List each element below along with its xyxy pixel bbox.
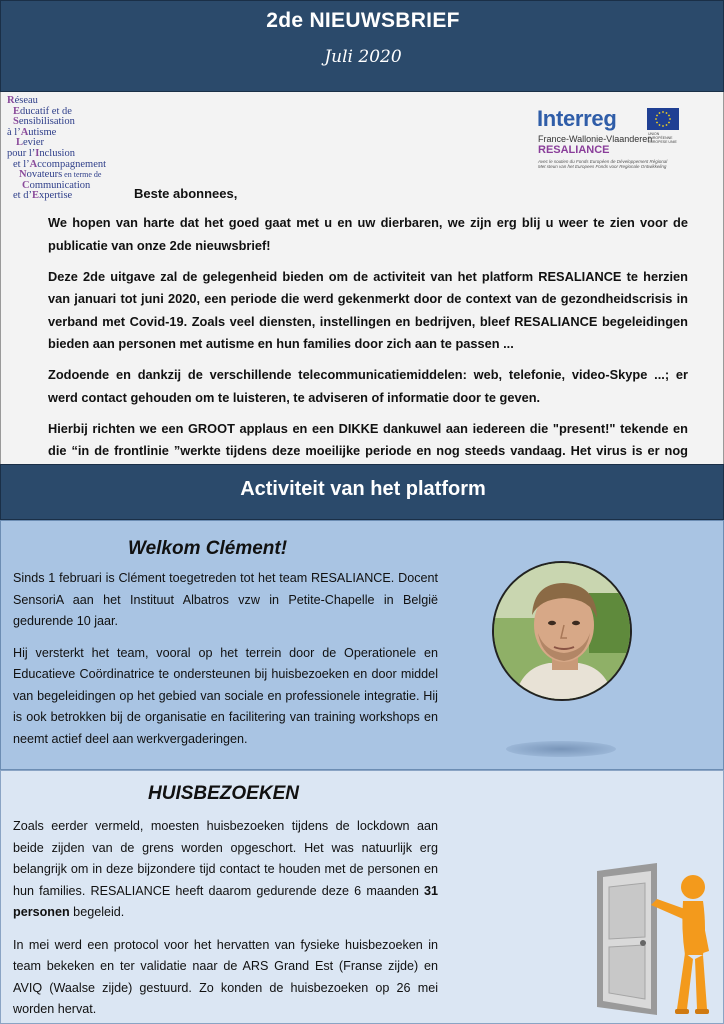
knocking-on-door-illustration (585, 859, 715, 1019)
newsletter-header (0, 0, 724, 92)
acrostic-text: et d’ (13, 190, 32, 202)
acrostic-text: ommunication (29, 179, 91, 191)
acrostic-text: ducatif et de (20, 105, 72, 117)
acrostic-text: ensibilisation (18, 116, 75, 128)
acrostic-text: evier (23, 137, 45, 149)
interreg-brand: Interreg (537, 106, 617, 131)
welcome-paragraph: Hij versterkt het team, vooral op het terrein door de Operationele en Educatieve Coördinatrice te ondersteunen bij huisbezoeken en door middel van begeleidingen op het gebied van sociale en professionele integratie. Hij is ook betrokken bij de organisatie en facilitering van training workshops en neemt actief deel aan werkvergaderingen. (13, 645, 438, 746)
intro-paragraph: Hierbij richten we een GROOT applaus en een DIKKE dankuwel aan iedereen die "present!" tekende en die “in de frontlinie ”werkte tijdens deze moeilijke periode en nog steeds vandaag. Het virus is er nog (48, 420, 688, 458)
acrostic-text: ovateurs (26, 169, 63, 181)
acrostic-letter: R (7, 95, 15, 106)
acrostic-text: utisme (28, 126, 57, 138)
acrostic-text: pour l’ (7, 147, 36, 159)
welcome-text (13, 568, 438, 760)
p1-text-after: begeleid. (69, 905, 125, 919)
newsletter-title: 2de NIEUWSBRIEF (266, 9, 460, 32)
acrostic-letter: A (20, 126, 29, 138)
welcome-paragraph: Sinds 1 februari is Clément toegetreden tot het team RESALIANCE. Docent SensoriA aan het Instituut Albatros vzw in Petite-Chapelle in België gedurende 10 jaar. (13, 571, 438, 628)
portrait-shadow (506, 741, 616, 757)
eu-flag-icon (647, 108, 679, 130)
interreg-region: France-Wallonie-Vlaanderen (538, 134, 653, 144)
intro-section (0, 92, 724, 464)
home-visits-title: HUISBEZOEKEN (148, 783, 299, 804)
acrostic-letter: I (35, 147, 40, 159)
section-title: Activiteit van het platform (240, 478, 486, 500)
acrostic-text: à l’ (7, 126, 21, 138)
fine-print-fr: Avec le soutien du Fonds Européen de Développement Régional (538, 159, 668, 164)
acrostic-line (7, 191, 142, 202)
acrostic-letter: C (22, 179, 30, 191)
acrostic-text: et l’ (13, 158, 30, 170)
section-band (0, 464, 724, 520)
home-visits-paragraph (13, 816, 438, 924)
p1-text-before: Zoals eerder vermeld, moesten huisbezoeken tijdens de lockdown aan beide zijden van de grens worden opgeschort. Het was natuurlijk erg belangrijk om in deze bijzondere tijd contact te houden met de personen en hun families. RESALIANCE heeft daarom gedurende deze 6 maanden (13, 819, 438, 898)
acrostic-letter: E (31, 190, 39, 202)
fine-print-nl: Met steun van het Europees Fonds voor Regionale Ontwikkeling (538, 164, 667, 169)
home-visits-paragraph: In mei werd een protocol voor het hervatten van fysieke huisbezoeken in team bekeken en ter validatie naar de ARS Grand Est (Franse zijde) en AVIQ (Waalse zijde) gestuurd. Zo konden de huisbezoeken op 26 mei worden hervat. (13, 937, 438, 1016)
intro-paragraph: We hopen van harte dat het goed gaat met u en uw dierbaren, we zijn erg blij u weer te zien voor de publicatie van onze 2de nieuwsbrief! (48, 215, 688, 253)
salutation: Beste abonnees, (134, 186, 238, 201)
interreg-logo (535, 104, 685, 176)
acrostic-letter: S (13, 116, 19, 128)
acrostic-letter: L (16, 137, 24, 149)
acrostic-letter: N (19, 169, 27, 181)
acrostic-text: ccompagnement (37, 158, 107, 170)
intro-paragraph: Zodoende en dankzij de verschillende telecommunicatiemiddelen: web, telefonie, video-Skype ...; er werd contact gehouden om te luisteren, te adviseren of informatie door te geven. (48, 367, 688, 405)
welcome-section (0, 520, 724, 770)
intro-paragraphs (48, 212, 688, 494)
newsletter-date: Juli 2020 (324, 47, 402, 67)
home-visits-section (0, 770, 724, 1024)
acrostic-text: éseau (14, 95, 38, 106)
clement-portrait-photo (492, 561, 632, 701)
home-visits-text (13, 816, 438, 1024)
resaliance-acrostic-logo (7, 96, 142, 202)
interreg-fine-print (538, 159, 667, 169)
welcome-title: Welkom Clément! (128, 538, 288, 559)
acrostic-text: nclusion (39, 147, 75, 159)
eu-caption: UNION EUROPÉENNE EUROPESE UNIE (648, 132, 677, 144)
acrostic-small-text: en terme de (62, 170, 102, 180)
persons-count: 31 personen (13, 883, 438, 919)
resaliance-project-name: RESALIANCE (538, 144, 610, 156)
acrostic-letter: A (29, 158, 38, 170)
acrostic-letter: E (13, 105, 21, 117)
intro-paragraph: Deze 2de uitgave zal de gelegenheid bieden om de activiteit van het platform RESALIANCE te herzien van januari tot juni 2020, een periode die werd gekenmerkt door de context van de gezondheidscrisis in verband met Covid-19. Zoals veel diensten, instellingen en bedrijven, bleef RESALIANCE begeleidingen bieden aan personen met autisme en hun families door zich aan te passen ... (48, 268, 688, 351)
acrostic-text: xpertise (38, 190, 73, 202)
